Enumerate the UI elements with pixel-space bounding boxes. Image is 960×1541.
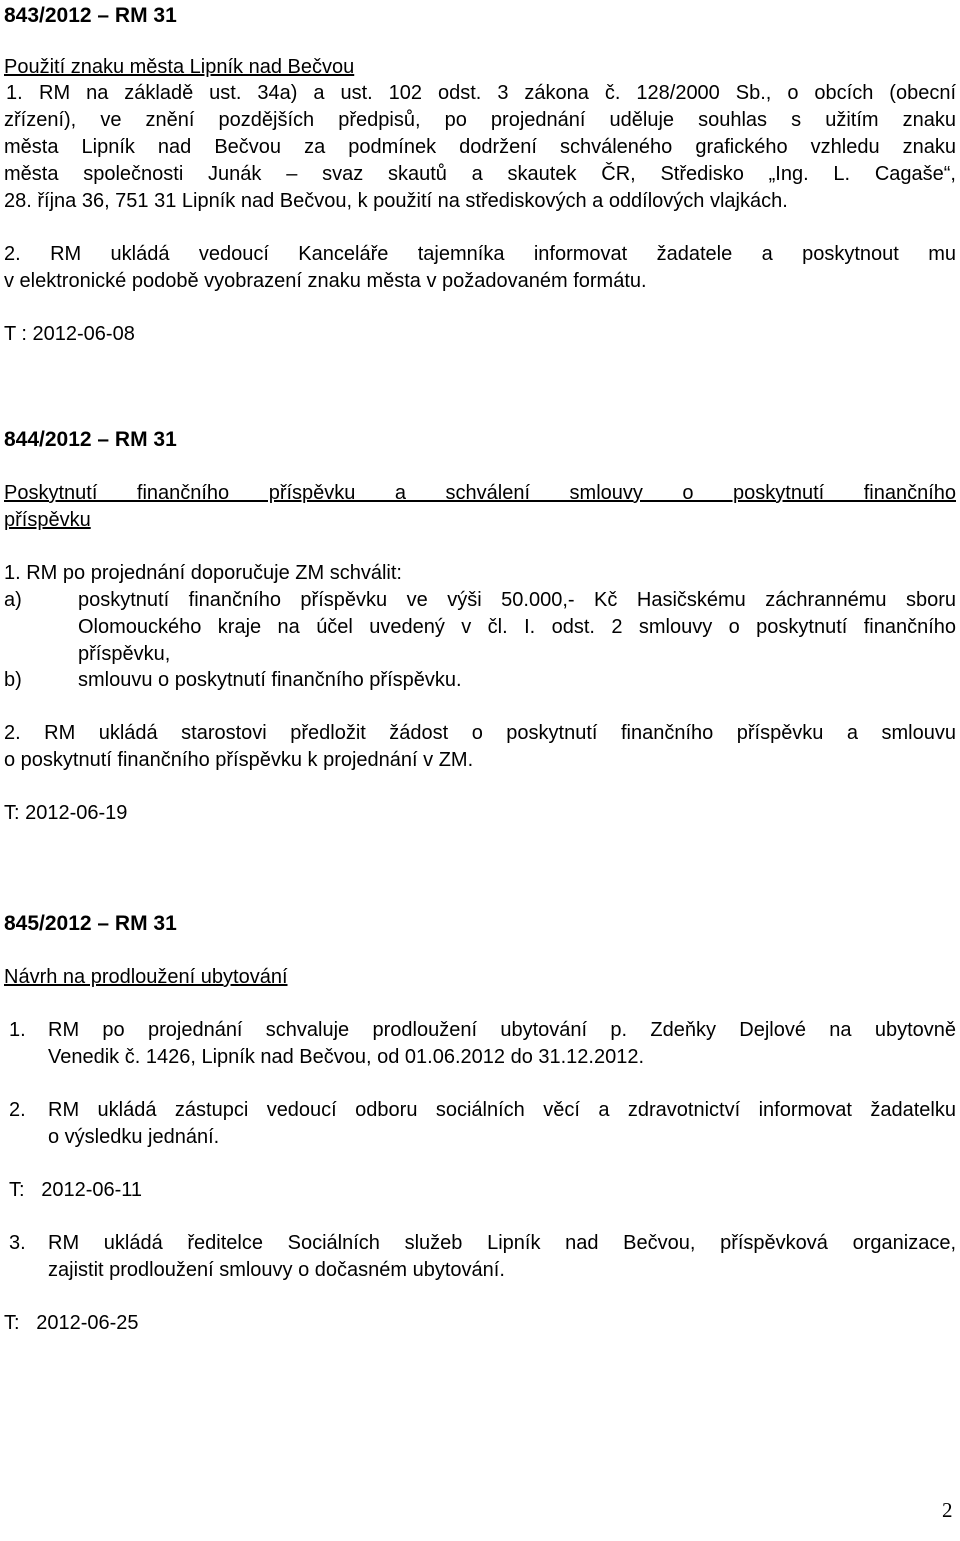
resolution-844-item-2-line-2: o poskytnutí finančního příspěvku k projednání v ZM.	[4, 749, 474, 771]
resolution-844-item-1-a-line-3: příspěvku,	[78, 643, 171, 665]
resolution-843-item-1-line-4: města společnosti Junák – svaz skautů a skautek ČR, Středisko „Ing. L. Cagaše“,	[4, 163, 956, 185]
resolution-845-term-2: T: 2012-06-11	[9, 1179, 143, 1201]
resolution-843-item-1-line-3: města Lipník nad Bečvou za podmínek dodržení schváleného grafického vzhledu znaku	[4, 136, 956, 158]
resolution-843-item-1-line-2: zřízení), ve znění pozdějších předpisů, po projednání uděluje souhlas s užitím znaku	[4, 109, 956, 131]
resolution-844-heading: 844/2012 – RM 31	[4, 428, 177, 451]
resolution-843-title: Použití znaku města Lipník nad Bečvou	[4, 56, 355, 78]
resolution-843-heading: 843/2012 – RM 31	[4, 4, 177, 27]
resolution-844-item-1-a-line-2: Olomouckého kraje na účel uvedený v čl. I. odst. 2 smlouvy o poskytnutí finančního	[78, 616, 956, 638]
resolution-845-item-2-line-2: o výsledku jednání.	[48, 1126, 220, 1148]
resolution-844-item-2-line-1: 2. RM ukládá starostovi předložit žádost o poskytnutí finančního příspěvku a smlouvu	[4, 722, 956, 744]
resolution-844-item-1: 1. RM po projednání doporučuje ZM schválit:	[4, 562, 402, 584]
resolution-845-item-1-line-1: RM po projednání schvaluje prodloužení ubytování p. Zdeňky Dejlové na ubytovně	[48, 1019, 956, 1041]
resolution-844-term: T: 2012-06-19	[4, 802, 128, 824]
resolution-845-item-2-line-1: RM ukládá zástupci vedoucí odboru sociálních věcí a zdravotnictví informovat žadatelku	[48, 1099, 956, 1121]
resolution-843-item-2-line-1: 2. RM ukládá vedoucí Kanceláře tajemníka informovat žadatele a poskytnout mu	[4, 243, 956, 265]
resolution-843-item-2-line-2: v elektronické podobě vyobrazení znaku města v požadovaném formátu.	[4, 270, 647, 292]
resolution-845-item-1-number: 1.	[9, 1019, 26, 1041]
resolution-845-item-1-line-2: Venedik č. 1426, Lipník nad Bečvou, od 01.06.2012 do 31.12.2012.	[48, 1046, 645, 1068]
resolution-844-title-line-1: Poskytnutí finančního příspěvku a schválení smlouvy o poskytnutí finančního	[4, 482, 956, 504]
resolution-843-item-1-line-5: 28. října 36, 751 31 Lipník nad Bečvou, k použití na střediskových a oddílových vlajkách.	[4, 190, 788, 212]
resolution-845-heading: 845/2012 – RM 31	[4, 912, 177, 935]
resolution-845-item-2-number: 2.	[9, 1099, 26, 1121]
page-number: 2	[942, 1498, 953, 1522]
resolution-845-item-3-line-2: zajistit prodloužení smlouvy o dočasném ubytování.	[48, 1259, 505, 1281]
resolution-844-item-1-b-label: b)	[4, 669, 22, 691]
resolution-844-item-1-b-line-1: smlouvu o poskytnutí finančního příspěvku.	[78, 669, 462, 691]
resolution-843-term: T : 2012-06-08	[4, 323, 135, 345]
resolution-843-item-1-number: 1.	[6, 82, 23, 104]
resolution-844-item-1-a-label: a)	[4, 589, 22, 611]
resolution-843-item-1-line-1: RM na základě ust. 34a) a ust. 102 odst. 3 zákona č. 128/2000 Sb., o obcích (obecní	[39, 82, 956, 104]
resolution-845-item-3-line-1: RM ukládá ředitelce Sociálních služeb Lipník nad Bečvou, příspěvková organizace,	[48, 1232, 956, 1254]
resolution-845-term-3: T: 2012-06-25	[4, 1312, 139, 1334]
resolution-844-title-line-2: příspěvku	[4, 509, 91, 531]
resolution-844-item-1-a-line-1: poskytnutí finančního příspěvku ve výši 50.000,- Kč Hasičskému záchrannému sboru	[78, 589, 956, 611]
resolution-845-item-3-number: 3.	[9, 1232, 26, 1254]
resolution-845-title: Návrh na prodloužení ubytování	[4, 966, 288, 988]
